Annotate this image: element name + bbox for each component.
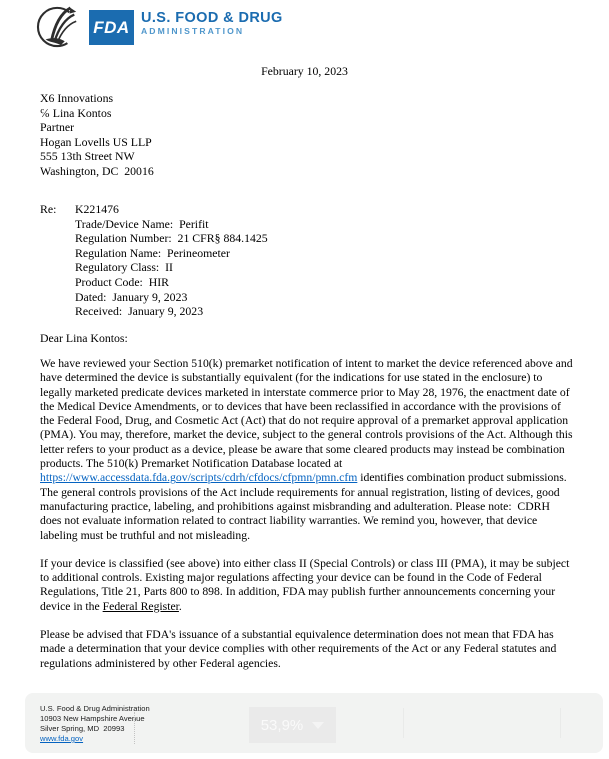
re-detail-product-code: Product Code: HIR xyxy=(75,274,170,289)
footer-address-line: Silver Spring, MD 20993 xyxy=(40,724,125,733)
re-detail-dated: Dated: January 9, 2023 xyxy=(75,289,188,304)
k-number: K221476 xyxy=(75,202,119,216)
fda-wordmark xyxy=(141,10,283,37)
re-detail-regulatory-class: Regulatory Class: II xyxy=(75,260,173,275)
toolbar-divider xyxy=(403,708,404,738)
zoom-level-value: 53,9% xyxy=(260,716,304,734)
paragraph-1-text-after: identifies combination product submissions. The general controls provisions of the Act include requirements for annual registration, listing of devices, good manufacturing practice, labeling, and prohibitions against misbranding and adulteration. Please note: CDRH does not evaluate information related to contract liability warranties. We remind you, however, that device labeling must be truthful and not misleading. xyxy=(40,471,567,542)
re-detail-trade-name: Trade/Device Name: Perifit xyxy=(75,216,209,231)
fda-wordmark-line2: ADMINISTRATION xyxy=(141,26,245,36)
fda-logo xyxy=(89,10,283,45)
pmn-database-link[interactable]: https://www.accessdata.fda.gov/scripts/cdrh/cfdocs/cfpmn/pmn.cfm xyxy=(40,471,358,485)
toolbar-divider xyxy=(560,708,561,738)
recipient-line: Partner xyxy=(40,120,75,135)
re-label: Re: xyxy=(40,202,57,216)
recipient-line: ℅ Lina Kontos xyxy=(40,105,112,120)
hhs-eagle-icon xyxy=(36,5,82,53)
re-detail-regulation-name: Regulation Name: Perineometer xyxy=(75,245,230,260)
chevron-down-icon xyxy=(312,722,324,729)
paragraph-2-text-after: . xyxy=(178,599,182,613)
fda-wordmark-line1: U.S. FOOD & DRUG xyxy=(141,10,283,26)
re-details xyxy=(75,217,268,319)
re-detail-regulation-number: Regulation Number: 21 CFR§ 884.1425 xyxy=(75,231,268,246)
federal-register-link[interactable]: Federal Register xyxy=(102,599,179,613)
re-block xyxy=(40,202,268,319)
paragraph-2 xyxy=(40,557,574,614)
fda-gov-link[interactable]: www.fda.gov xyxy=(40,734,84,743)
paragraph-2-text: If your device is classified (see above) into either class II (Special Controls) or class III (PMA), it may be subject to additional controls. Existing major regulations affecting your device can be found in the Code of Federal Regulations, Title 21, Parts 800 to 898. In addition, FDA may publish further announcements concerning your device in the xyxy=(40,556,570,613)
fda-box-logo: FDA xyxy=(89,10,134,45)
recipient-line: 555 13th Street NW xyxy=(40,149,135,164)
salutation: Dear Lina Kontos: xyxy=(40,331,128,345)
letter-date: February 10, 2023 xyxy=(261,64,348,78)
letterhead xyxy=(36,5,283,53)
footer-dotted-divider xyxy=(134,712,135,744)
paragraph-1-text: We have reviewed your Section 510(k) premarket notification of intent to market the device referenced above and have determined the device is substantially equivalent (for the indications for use stated in the enclosure) to legally marketed predicate devices marketed in interstate commerce prior to May 28, 1976, the enactment date of the Medical Device Amendments, or to devices that have been reclassified in accordance with the provisions of the Federal Food, Drug, and Cosmetic Act (Act) that do not require approval of a premarket approval application (PMA). You may, therefore, market the device, subject to the general controls provisions of the Act. Although this letter refers to your product as a device, please be aware that some cleared products may instead be combination products. The 510(k) Premarket Notification Database located at xyxy=(40,357,573,471)
recipient-address xyxy=(40,91,154,179)
paragraph-1 xyxy=(40,357,574,543)
paragraph-3: Please be advised that FDA's issuance of a substantial equivalence determination does not mean that FDA has made a determination that your device complies with other requirements of the Act or any Federal statutes and regulations administered by other Federal agencies. xyxy=(40,628,557,670)
footer-address-line: 10903 New Hampshire Avenue xyxy=(40,714,145,723)
recipient-line: Hogan Lovells US LLP xyxy=(40,134,152,149)
footer-address-line: U.S. Food & Drug Administration xyxy=(40,704,150,713)
letter-body xyxy=(40,357,574,685)
zoom-level-dropdown[interactable] xyxy=(249,707,336,743)
recipient-line: Washington, DC 20016 xyxy=(40,163,154,178)
re-detail-received: Received: January 9, 2023 xyxy=(75,304,204,319)
recipient-line: X6 Innovations xyxy=(40,91,114,105)
